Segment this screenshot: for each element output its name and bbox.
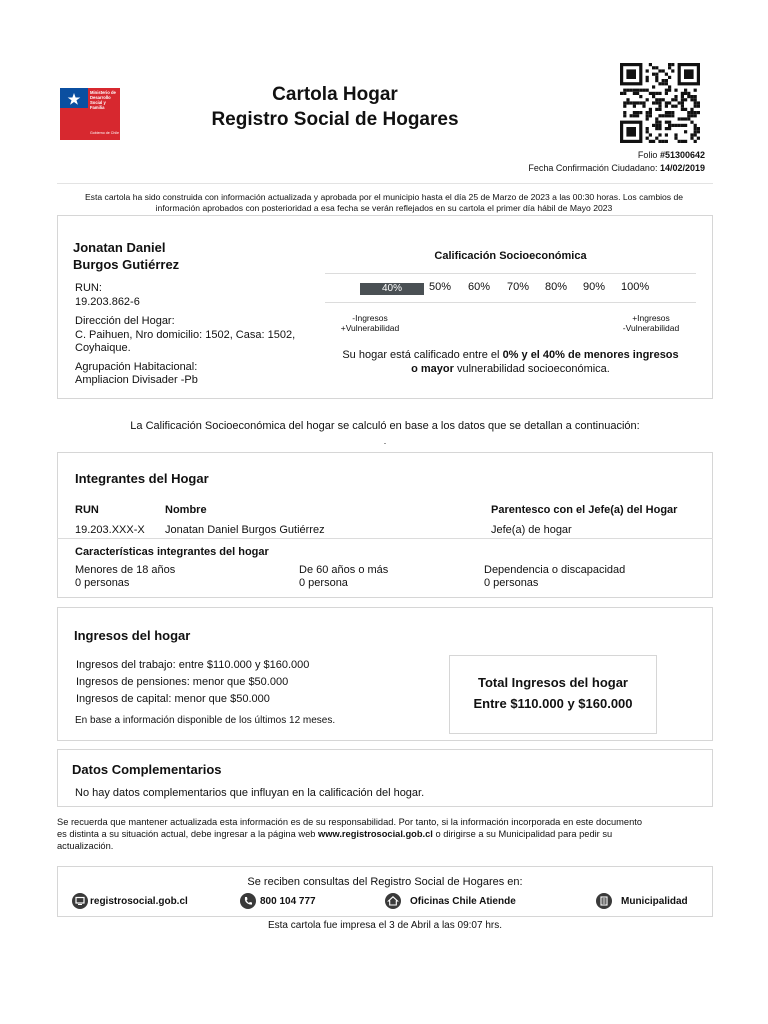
consulta-oficinas[interactable]: Oficinas Chile Atiende (410, 896, 516, 907)
tramo-100pct: 100% (621, 281, 650, 293)
person-first-name: Jonatan Daniel (73, 240, 166, 255)
recordatorio-line: Se recuerda que mantener actualizada esta información es de su responsabilidad. Por tanto, si la información incorporada en este documento (57, 817, 643, 827)
intro-line: Esta cartola ha sido construida con información actualizada y aprobada por el municipio hasta el día 25 de Marzo de 2023 a las 00:30 horas. Los cambios de (84, 192, 684, 202)
mayores-label: De 60 años o más (299, 564, 389, 576)
fecha-confirmacion (400, 163, 705, 173)
tramos-scale (360, 280, 660, 296)
dependencia-block (484, 564, 625, 590)
tramo-50pct: 50% (429, 281, 452, 293)
consulta-telefono[interactable]: 800 104 777 (260, 896, 316, 907)
total-ingresos-value: Entre $110.000 y $160.000 (473, 696, 633, 711)
fecha-value: 14/02/2019 (659, 163, 705, 173)
recordatorio-line-pre: es distinta a su situación actual, debe ingresar a la página web (57, 829, 318, 839)
recordatorio-text (57, 816, 713, 852)
document-subtitle: Registro Social de Hogares (211, 109, 459, 130)
document-title: Cartola Hogar (272, 84, 398, 105)
logo-line: Familia (90, 105, 105, 110)
ingresos-trabajo: Ingresos del trabajo: entre $110.000 y $160.000 (76, 659, 310, 671)
menores-label: Menores de 18 años (75, 564, 176, 576)
total-ingresos (449, 672, 657, 714)
consultas-title: Se reciben consultas del Registro Social de Hogares en: (247, 876, 523, 888)
summary-bold-1: 0% y el 40% de menores ingresos (502, 349, 679, 361)
home-icon (385, 893, 401, 909)
tramo-80pct: 80% (545, 281, 568, 293)
phone-icon (240, 893, 256, 909)
logo-line: Ministerio de (90, 90, 116, 95)
separator-dot: . (383, 436, 387, 446)
ingresos-capital: Ingresos de capital: menor que $50.000 (76, 693, 270, 705)
summary-bold-2: o mayor (411, 363, 454, 375)
person-name (73, 239, 179, 273)
integrantes-title: Integrantes del Hogar (75, 471, 209, 486)
complementarios-title: Datos Complementarios (72, 762, 222, 777)
fecha-label: Fecha Confirmación Ciudadano: (528, 163, 660, 173)
dependencia-value: 0 personas (484, 577, 539, 589)
dependencia-label: Dependencia o discapacidad (484, 564, 626, 576)
consulta-municipalidad[interactable]: Municipalidad (621, 896, 688, 907)
agrupacion-label: Agrupación Habitacional: (75, 360, 198, 373)
folio (460, 150, 705, 160)
row-run: 19.203.XXX-X (75, 524, 145, 536)
run-value: 19.203.862-6 (75, 295, 140, 308)
person-details (75, 282, 295, 388)
impresion-text: Esta cartola fue impresa el 3 de Abril a las 09:07 hrs. (267, 920, 502, 931)
tramo-90pct: 90% (583, 281, 606, 293)
complementarios-text: No hay datos complementarios que influyan en la calificación del hogar. (75, 787, 425, 799)
tramo-40pct: 40% (360, 283, 424, 295)
mayores-block (299, 564, 388, 590)
menores-value: 0 personas (75, 577, 130, 589)
mas-vulnerabilidad-label: +Vulnerabilidad (340, 323, 400, 333)
logo-line: Desarrollo (90, 95, 111, 100)
base-text: La Calificación Socioeconómica del hogar se calculó en base a los datos que se detallan a continuación: (130, 420, 640, 432)
recordatorio-line-post: o dirigirse a su Municipalidad para pedir su (432, 829, 613, 839)
row-nombre: Jonatan Daniel Burgos Gutiérrez (165, 524, 325, 536)
intro-line: información aprobados con posterioridad a esa fecha se verán reflejados en su cartola el primer día hábil de Mayo 2023 (155, 203, 613, 213)
direccion-value-2: Coyhaique. (75, 342, 131, 354)
calificacion-title: Calificación Socioeconómica (434, 250, 587, 262)
direccion-value: C. Paihuen, Nro domicilio: 1502, Casa: 1502, (75, 328, 296, 341)
summary-pre: Su hogar está calificado entre el (342, 349, 503, 361)
ingresos-nota: En base a información disponible de los últimos 12 meses. (75, 715, 336, 726)
caracteristicas-title: Características integrantes del hogar (75, 546, 269, 558)
col-nombre-header: Nombre (165, 504, 207, 516)
total-ingresos-title: Total Ingresos del hogar (477, 675, 628, 690)
direccion-label: Dirección del Hogar: (75, 315, 175, 327)
escala-derecha (606, 313, 696, 333)
ingresos-list (76, 657, 309, 708)
summary-post: vulnerabilidad socioeconómica. (456, 363, 610, 375)
menores-block (75, 564, 175, 590)
tramo-70pct: 70% (507, 281, 530, 293)
ingresos-pensiones: Ingresos de pensiones: menor que $50.000 (76, 676, 289, 688)
computer-icon (72, 893, 88, 909)
mas-ingresos-label: +Ingresos (632, 313, 670, 323)
consulta-web-link[interactable]: registrosocial.gob.cl (90, 896, 188, 907)
logo-footer: Gobierno de Chile (90, 131, 119, 135)
folio-value: #51300642 (659, 150, 705, 160)
person-last-name: Burgos Gutiérrez (73, 257, 180, 272)
escala-izquierda (325, 313, 415, 333)
ministerio-logo (60, 88, 120, 140)
logo-line: Social y (90, 100, 106, 105)
recordatorio-line: actualización. (57, 841, 114, 851)
row-parentesco: Jefe(a) de hogar (491, 524, 572, 536)
col-parentesco-header: Parentesco con el Jefe(a) del Hogar (491, 504, 678, 516)
tramo-60pct: 60% (468, 281, 491, 293)
menos-vulnerabilidad-label: -Vulnerabilidad (622, 323, 680, 333)
col-run-header: RUN (75, 504, 99, 516)
agrupacion-value: Ampliacion Divisader -Pb (75, 374, 198, 386)
building-icon (596, 893, 612, 909)
mayores-value: 0 persona (299, 577, 348, 589)
registro-social-link[interactable]: www.registrosocial.gob.cl (318, 829, 433, 839)
consultas-card (57, 866, 713, 917)
intro-text (40, 192, 728, 214)
folio-label: Folio (637, 150, 660, 160)
run-label: RUN: (75, 282, 102, 294)
ingresos-title: Ingresos del hogar (74, 628, 191, 643)
qr-code-icon (620, 63, 700, 143)
menos-ingresos-label: -Ingresos (352, 313, 388, 323)
calificacion-summary (322, 348, 699, 376)
